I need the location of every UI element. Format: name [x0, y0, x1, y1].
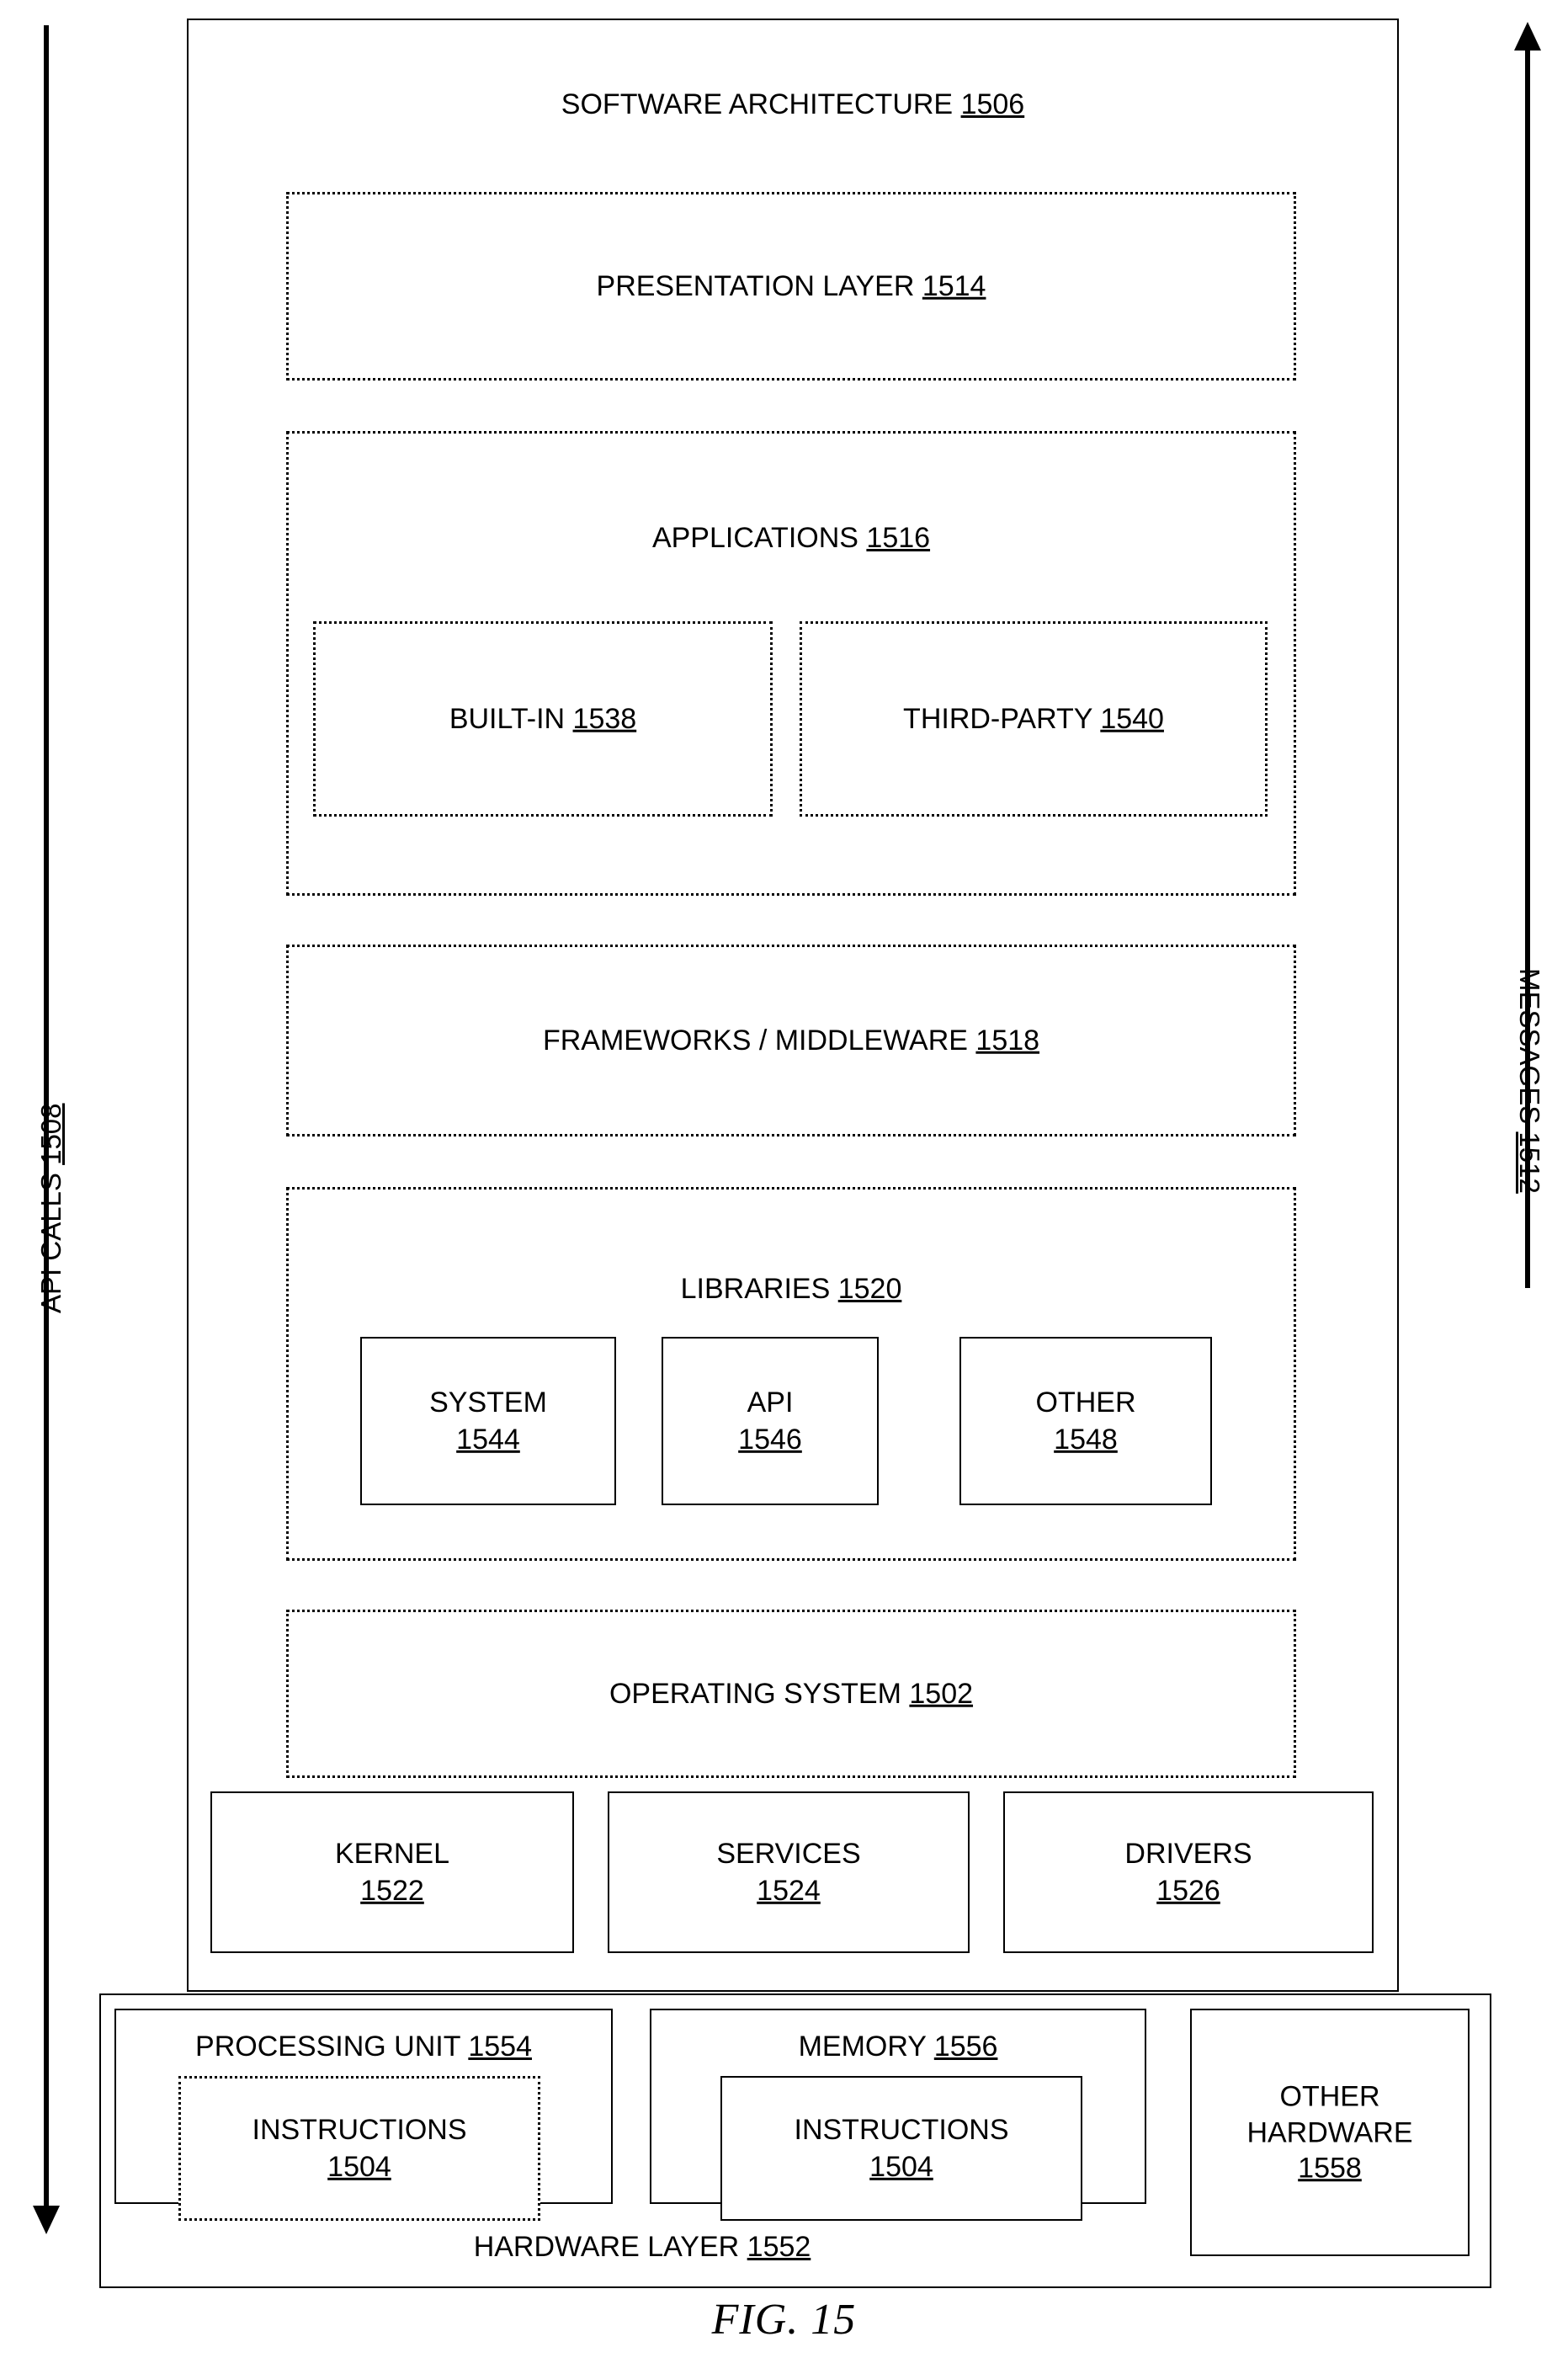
libraries-system-label: SYSTEM: [429, 1386, 547, 1419]
drivers-title: [1005, 1835, 1372, 1909]
third-party-box: [800, 621, 1268, 817]
libraries-number: 1520: [837, 1273, 902, 1305]
memory-instructions-number: 1504: [869, 2151, 933, 2183]
kernel-label: KERNEL: [334, 1837, 450, 1870]
processing-unit-instructions-number: 1504: [327, 2151, 391, 2183]
memory-label: MEMORY: [798, 2031, 927, 2063]
frameworks-middleware-title: [289, 1023, 1294, 1059]
libraries-other-label: OTHER: [1035, 1386, 1136, 1419]
messages-text: MESSAGES: [1514, 968, 1545, 1125]
libraries-other-box: [959, 1337, 1212, 1505]
built-in-label: BUILT-IN: [449, 702, 566, 735]
memory-instructions-title: [722, 2111, 1081, 2185]
presentation-layer-box: [286, 192, 1296, 381]
operating-system-number: 1502: [909, 1677, 974, 1710]
applications-title: [286, 522, 1296, 555]
hardware-layer-label: HARDWARE LAYER: [473, 2231, 740, 2263]
software-architecture-number: 1506: [960, 88, 1025, 120]
built-in-number: 1538: [572, 702, 637, 735]
presentation-layer-label: PRESENTATION LAYER: [596, 269, 915, 302]
processing-unit-label: PROCESSING UNIT: [195, 2031, 460, 2063]
frameworks-middleware-label: FRAMEWORKS / MIDDLEWARE: [542, 1024, 968, 1057]
frameworks-middleware-number: 1518: [975, 1024, 1040, 1057]
processing-unit-instructions-label: INSTRUCTIONS: [252, 2113, 467, 2146]
memory-number: 1556: [933, 2031, 998, 2063]
drivers-label: DRIVERS: [1124, 1837, 1252, 1870]
libraries-other-title: [961, 1384, 1210, 1458]
operating-system-title: [289, 1676, 1294, 1712]
libraries-api-label: API: [747, 1386, 794, 1419]
libraries-system-title: [362, 1384, 614, 1458]
built-in-box: [313, 621, 773, 817]
api-calls-arrowhead: [33, 2206, 60, 2234]
services-box: [608, 1791, 970, 1953]
libraries-api-title: [663, 1384, 877, 1458]
services-number: 1524: [757, 1875, 821, 1907]
drivers-number: 1526: [1156, 1875, 1220, 1907]
memory-instructions-box: [720, 2076, 1082, 2221]
libraries-system-box: [360, 1337, 616, 1505]
kernel-number: 1522: [360, 1875, 424, 1907]
processing-unit-number: 1554: [468, 2031, 532, 2063]
libraries-api-number: 1546: [738, 1424, 802, 1456]
hardware-layer-number: 1552: [747, 2231, 811, 2263]
other-hardware-label-line2: HARDWARE: [1246, 2116, 1413, 2148]
other-hardware-box: [1190, 2009, 1470, 2256]
third-party-label: THIRD-PARTY: [903, 702, 1092, 735]
drivers-box: [1003, 1791, 1374, 1953]
kernel-title: [212, 1835, 572, 1909]
hardware-layer-title: [99, 2231, 1185, 2264]
software-architecture-title: [187, 88, 1399, 121]
api-calls-number: 1508: [35, 1103, 66, 1165]
libraries-other-number: 1548: [1054, 1424, 1118, 1456]
messages-label: [1513, 968, 1545, 1194]
other-hardware-number: 1558: [1298, 2152, 1362, 2185]
other-hardware-label-line1: OTHER: [1279, 2080, 1380, 2113]
services-label: SERVICES: [716, 1837, 861, 1870]
services-title: [609, 1835, 968, 1909]
third-party-number: 1540: [1100, 702, 1164, 735]
figure-caption: FIG. 15: [711, 2296, 857, 2344]
software-architecture-label: SOFTWARE ARCHITECTURE: [561, 88, 954, 120]
api-calls-label: [35, 1103, 67, 1313]
libraries-system-number: 1544: [456, 1424, 520, 1456]
presentation-layer-title: [289, 269, 1294, 305]
built-in-title: [316, 701, 770, 737]
operating-system-box: [286, 1610, 1296, 1778]
memory-instructions-label: INSTRUCTIONS: [794, 2113, 1009, 2146]
api-calls-text: API CALLS: [35, 1173, 66, 1313]
applications-label: APPLICATIONS: [651, 522, 858, 554]
libraries-title: [286, 1273, 1296, 1306]
third-party-title: [802, 701, 1265, 737]
messages-arrowhead: [1514, 22, 1541, 51]
other-hardware-title: [1192, 2079, 1468, 2186]
processing-unit-instructions-title: [181, 2111, 538, 2185]
processing-unit-instructions-box: [178, 2076, 540, 2221]
operating-system-label: OPERATING SYSTEM: [609, 1677, 901, 1710]
libraries-label: LIBRARIES: [680, 1273, 831, 1305]
libraries-api-box: [662, 1337, 879, 1505]
memory-title: [651, 2031, 1145, 2063]
presentation-layer-number: 1514: [922, 269, 986, 302]
processing-unit-title: [116, 2031, 611, 2063]
applications-number: 1516: [866, 522, 931, 554]
messages-number: 1512: [1514, 1131, 1545, 1194]
kernel-box: [210, 1791, 574, 1953]
frameworks-middleware-box: [286, 945, 1296, 1136]
